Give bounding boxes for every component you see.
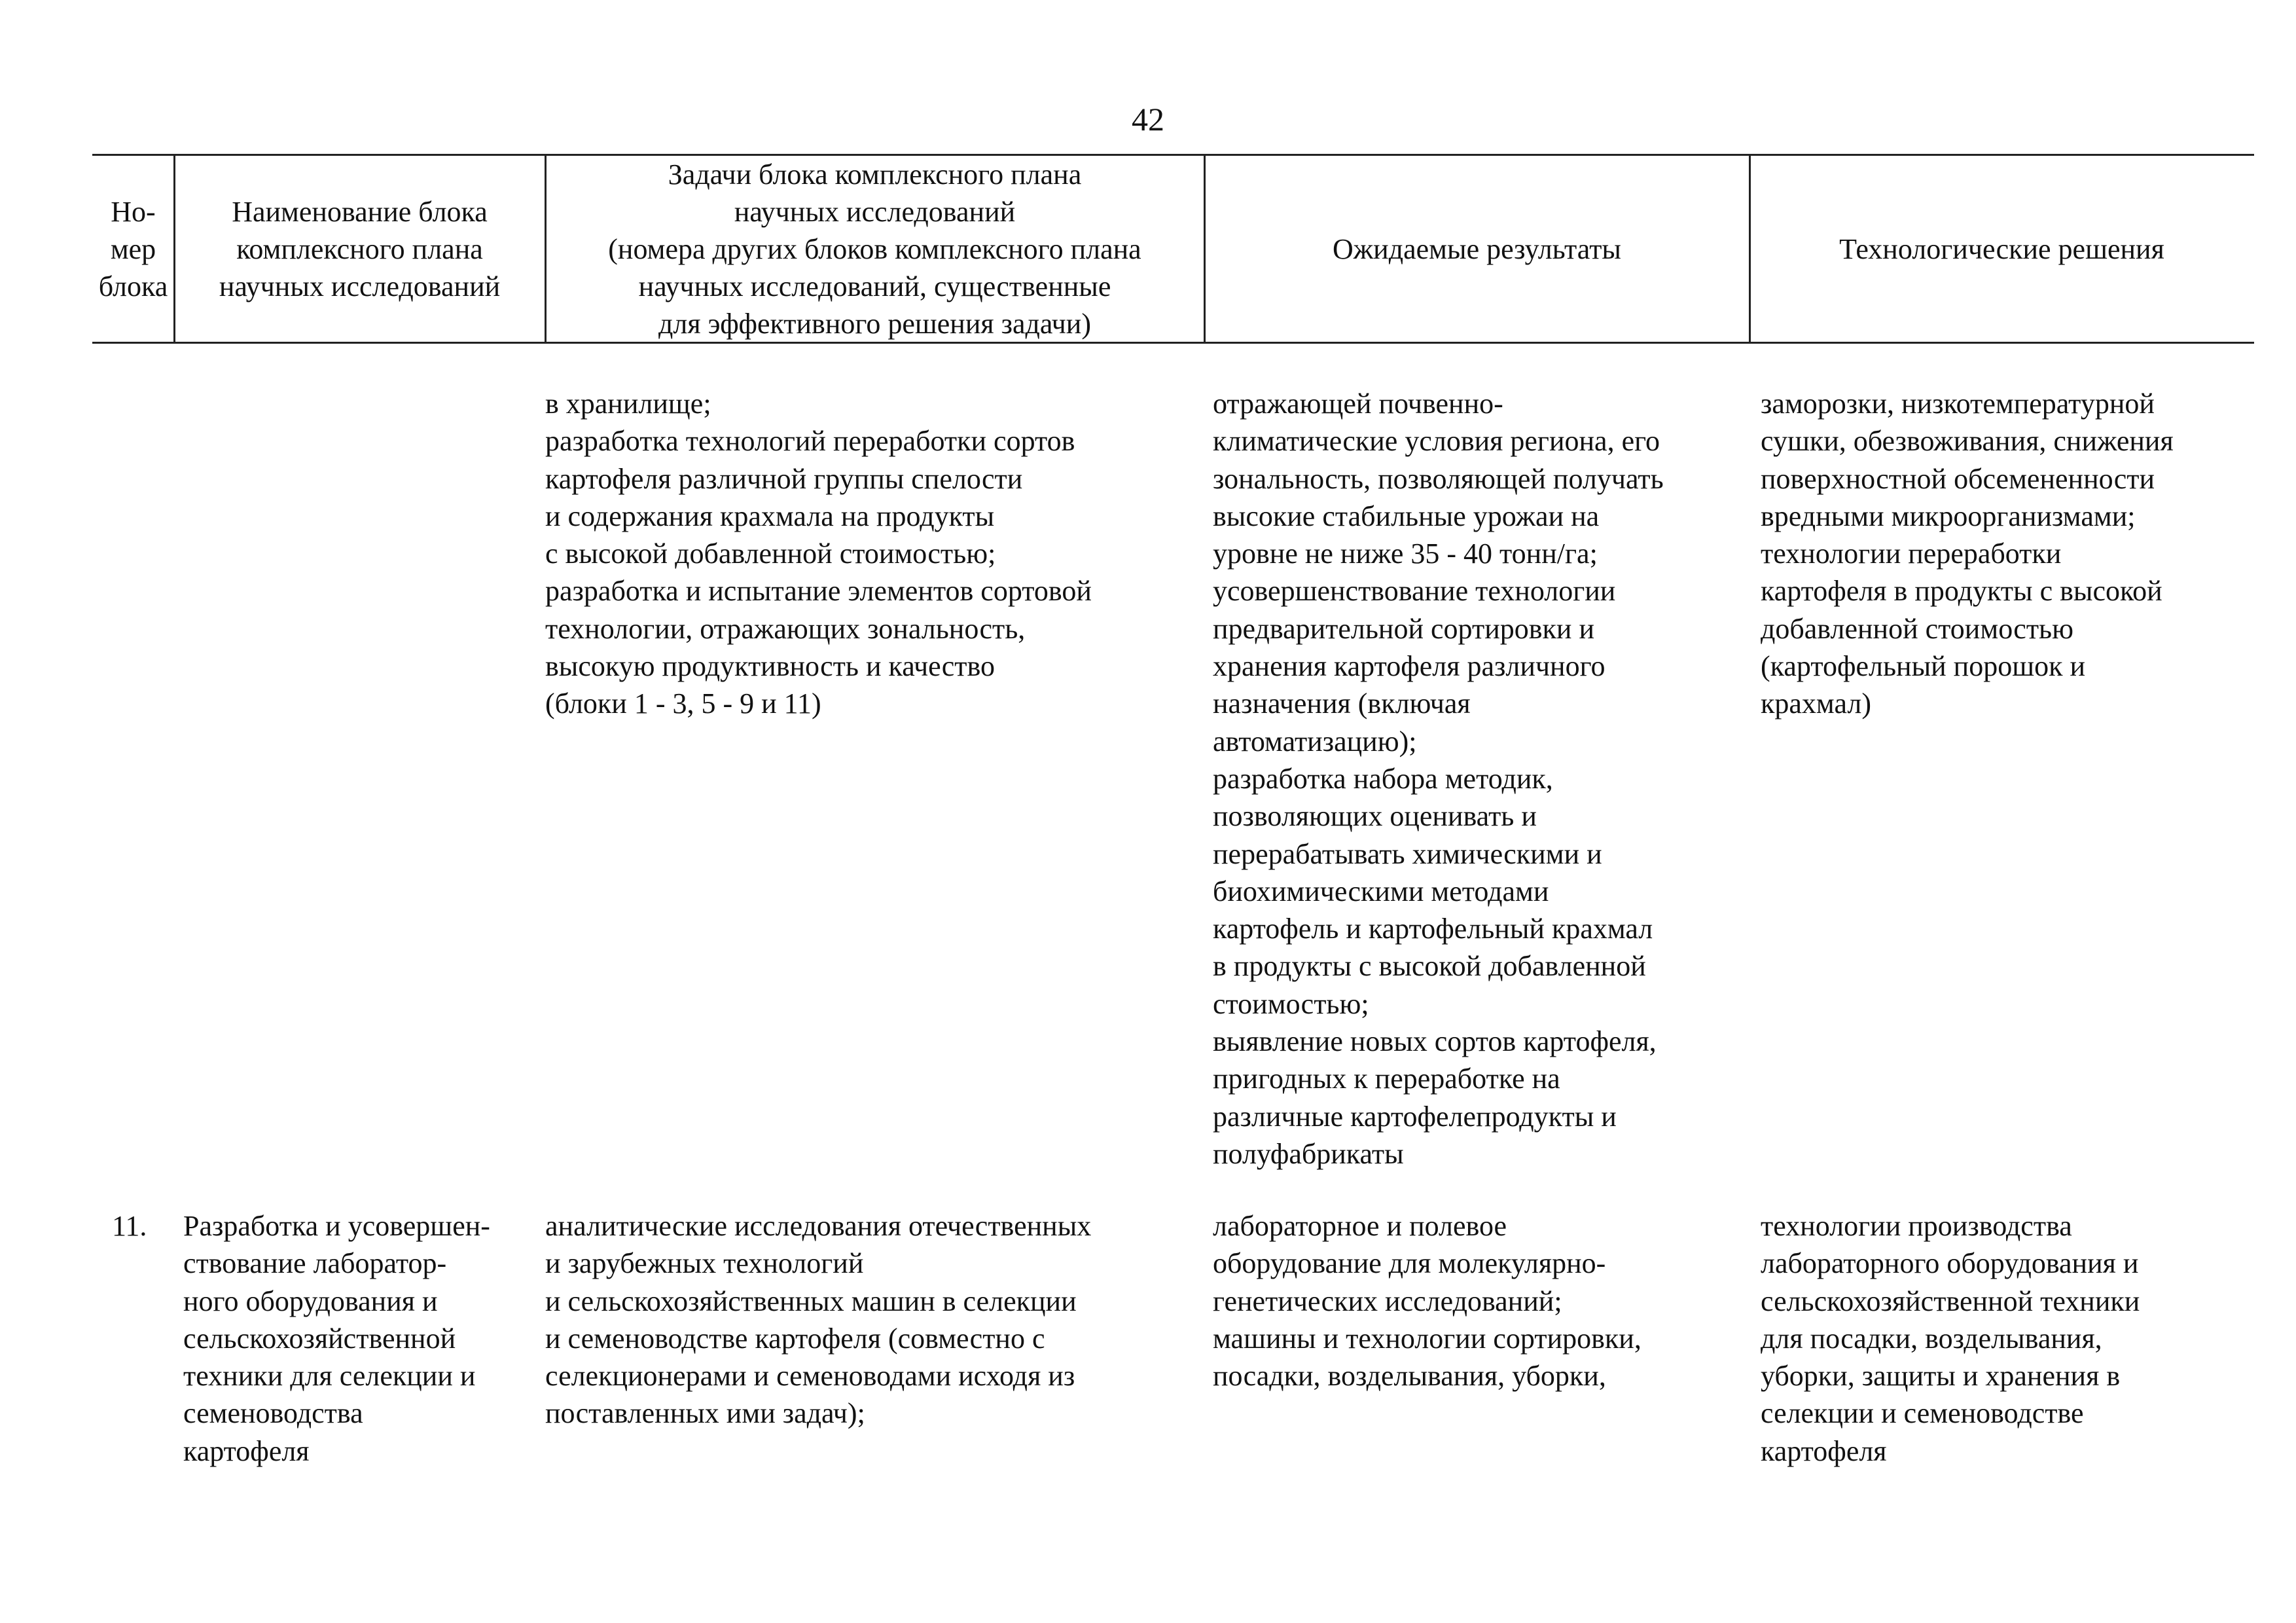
header-divider xyxy=(545,156,547,342)
header-block-tasks: Задачи блока комплексного плана научных исследований (номера других блоков комплексного плана научных исследований, существенные для эффективного решения задачи) xyxy=(608,158,1141,340)
row-block-name: Разработка и усовершен- ствование лаборатор- ного оборудования и сельскохозяйственной техники для селекции и семеноводства картофеля xyxy=(183,1210,490,1467)
row-block-tasks: аналитические исследования отечественных и зарубежных технологий и сельскохозяйственных машин в селекции и семеноводстве картофеля (совместно с селекционерами и семеноводами исходя из поставленных ими задач); xyxy=(545,1210,1092,1430)
table-header xyxy=(92,154,2254,344)
row-expected-results: отражающей почвенно- климатические условия региона, его зональность, позволяющей получать высокие стабильные урожаи на уровне не ниже 35 - 40 тонн/га; усовершенствование технологии предварительной сортировки и хранения картофеля различного назначения (включая автоматизацию); разработка набора методик, позволяющих оценивать и перерабатывать химическими и биохимическими методами картофель и картофельный крахмал в продукты с высокой добавленной стоимостью; выявление новых сортов картофеля, пригодных к переработке на различные картофелепродукты и полуфабрикаты xyxy=(1213,388,1664,1170)
header-divider xyxy=(1204,156,1206,342)
row-expected-results: лабораторное и полевое оборудование для молекулярно- генетических исследований; машины и технологии сортировки, посадки, возделывания, уборки, xyxy=(1213,1210,1641,1393)
row-block-number: 11. xyxy=(112,1210,147,1242)
row-block-tasks: в хранилище; разработка технологий переработки сортов картофеля различной группы спелости и содержания крахмала на продукты с высокой добавленной стоимостью; разработка и испытание элементов сортовой технологии, отражающих зональность, высокую продуктивность и качество (блоки 1 - 3, 5 - 9 и 11) xyxy=(545,388,1092,720)
header-divider xyxy=(173,156,175,342)
row-tech-solutions: технологии производства лабораторного оборудования и сельскохозяйственной техники для посадки, возделывания, уборки, защиты и хранения в селекции и семеноводстве картофеля xyxy=(1761,1210,2140,1467)
header-block-name: Наименование блока комплексного плана научных исследований xyxy=(219,195,501,302)
table-row xyxy=(92,385,2254,1171)
header-block-number: Но- мер блока xyxy=(98,195,168,302)
header-tech-solutions: Технологические решения xyxy=(1839,232,2164,265)
page-number: 42 xyxy=(1132,101,1164,137)
header-expected-results: Ожидаемые результаты xyxy=(1333,232,1621,265)
row-tech-solutions: заморозки, низкотемпературной сушки, обезвоживания, снижения поверхностной обсемененности вредными микроорганизмами; технологии переработки картофеля в продукты с высокой добавленной стоимостью (картофельный порошок и крахмал) xyxy=(1761,388,2174,720)
table-row xyxy=(92,1207,2254,1482)
header-divider xyxy=(1749,156,1751,342)
